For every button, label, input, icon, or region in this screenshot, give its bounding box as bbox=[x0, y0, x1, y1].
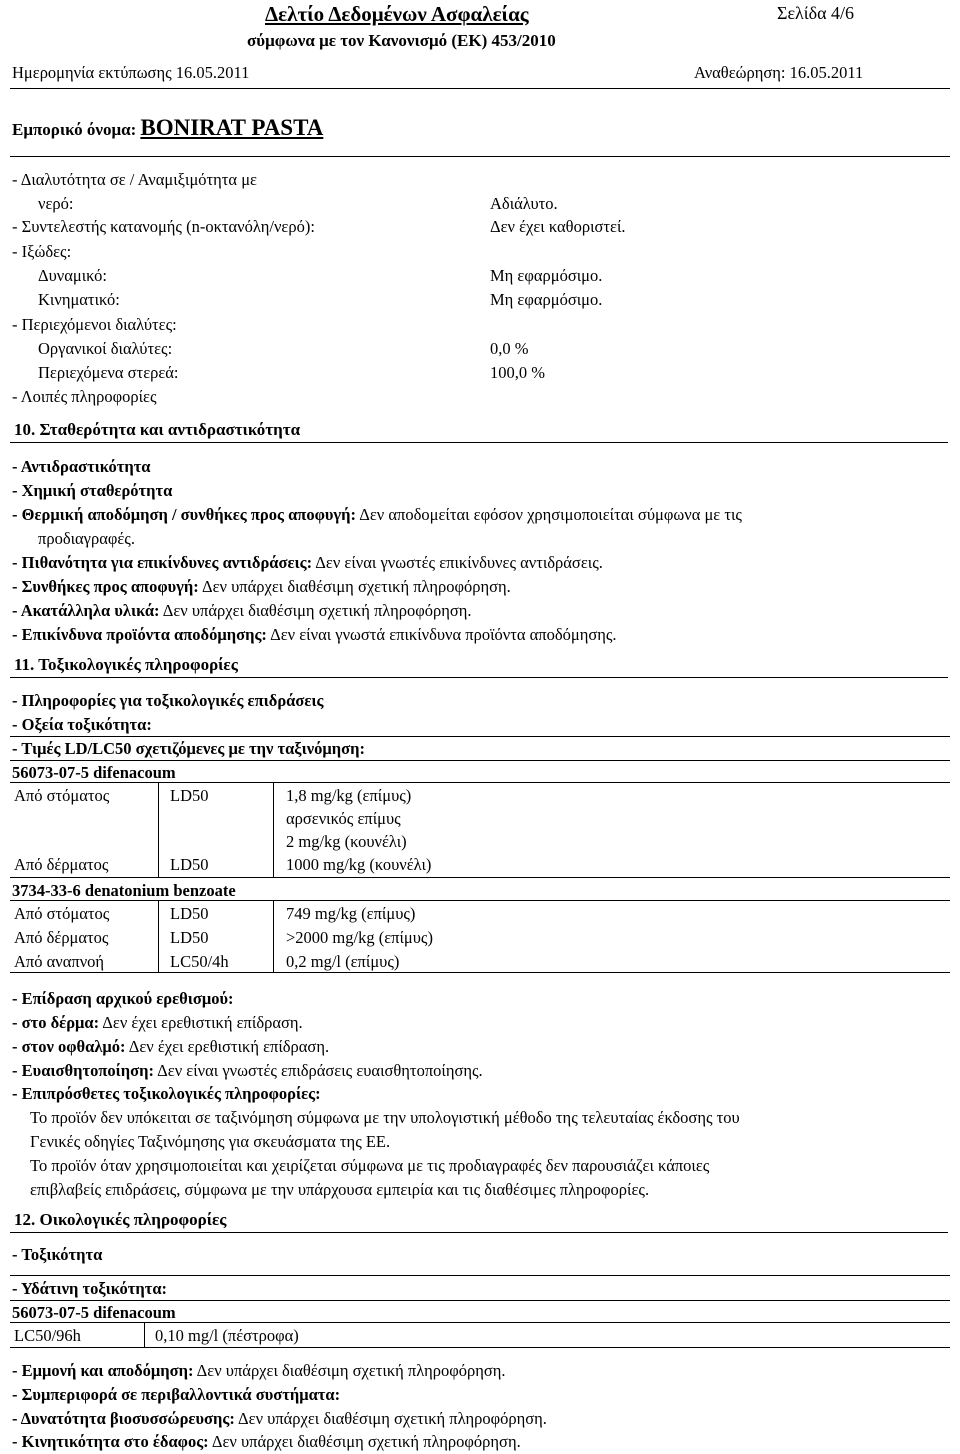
kinematic-value: Μη εφαρμόσιμο. bbox=[490, 290, 603, 309]
persistence-value: Δεν υπάρχει διαθέσιμη σχετική πληροφόρηση. bbox=[193, 1361, 506, 1380]
persistence-label: - Εμμονή και αποδόμηση: bbox=[12, 1361, 194, 1380]
acute-toxicity-label: - Οξεία τοξικότητα: bbox=[12, 715, 152, 734]
tox-info-label: - Πληροφορίες για τοξικολογικές επιδράσεις bbox=[12, 691, 324, 710]
irritation-label: - Επίδραση αρχικού ερεθισμού: bbox=[12, 989, 234, 1008]
solids-value: 100,0 % bbox=[490, 363, 545, 382]
eye-irritation bbox=[12, 1035, 329, 1059]
sensitisation bbox=[12, 1059, 483, 1083]
decomposition-label: - Επικίνδυνα προϊόντα αποδόμησης: bbox=[12, 625, 267, 644]
bioaccumulation bbox=[12, 1407, 547, 1431]
t1-value-3: 1000 mg/kg (κουνέλι) bbox=[286, 855, 432, 874]
sensitisation-value: Δεν είναι γνωστές επιδράσεις ευαισθητοποίησης. bbox=[153, 1061, 483, 1080]
reactivity-label: - Αντιδραστικότητα bbox=[12, 457, 151, 476]
page-number: Σελίδα 4/6 bbox=[777, 3, 855, 23]
mobility-label: - Κινητικότητα στο έδαφος: bbox=[12, 1432, 209, 1451]
skin-value: Δεν έχει ερεθιστική επίδραση. bbox=[99, 1013, 303, 1032]
avoid-value: Δεν υπάρχει διαθέσιμη σχετική πληροφόρηση. bbox=[198, 577, 511, 596]
trade-name-value: BONIRAT PASTA bbox=[140, 115, 324, 140]
t2-route-1: Από δέρματος bbox=[14, 928, 109, 947]
partition-value: Δεν έχει καθοριστεί. bbox=[490, 217, 626, 236]
thermal-value: Δεν αποδομείται εφόσον χρησιμοποιείται σύμφωνα με τις bbox=[356, 505, 742, 524]
eco-row-type: LC50/96h bbox=[14, 1326, 81, 1345]
t2-type-2: LC50/4h bbox=[170, 952, 229, 971]
eco-substance: 56073-07-5 difenacoum bbox=[12, 1303, 176, 1322]
t1-route-3: Από δέρματος bbox=[14, 855, 109, 874]
incompatible-materials bbox=[12, 599, 472, 623]
decomposition-products bbox=[12, 623, 617, 647]
aquatic-toxicity-label: - Υδάτινη τοξικότητα: bbox=[12, 1279, 168, 1298]
skin-irritation bbox=[12, 1011, 303, 1035]
hazard-value: Δεν είναι γνωστές επικίνδυνες αντιδράσεις. bbox=[312, 553, 603, 572]
section-10-heading bbox=[10, 420, 948, 443]
trade-name-label: Εμπορικό όνομα: bbox=[12, 120, 137, 139]
eco-row-value: 0,10 mg/l (πέστροφα) bbox=[155, 1326, 299, 1345]
t1-type-0: LD50 bbox=[170, 786, 209, 805]
t1-value-2: 2 mg/kg (κουνέλι) bbox=[286, 832, 407, 851]
eco-toxicity-label: - Τοξικότητα bbox=[12, 1245, 103, 1264]
header-rule bbox=[10, 88, 950, 89]
extra-tox-para-2a: Το προϊόν όταν χρησιμοποιείται και χειρίζεται σύμφωνα με τις προδιαγραφές δεν παρουσιάζει κάποιες bbox=[30, 1156, 710, 1175]
document-title: Δελτίο Δεδομένων Ασφαλείας bbox=[265, 2, 529, 26]
tox-table-1-lines bbox=[10, 782, 950, 878]
solvents-label: - Περιεχόμενοι διαλύτες: bbox=[12, 315, 177, 334]
bioaccumulation-label: - Δυνατότητα βιοσυσσώρευσης: bbox=[12, 1409, 235, 1428]
ld-values-label: - Τιμές LD/LC50 σχετιζόμενες με την ταξινόμηση: bbox=[12, 739, 365, 758]
conditions-avoid bbox=[12, 575, 511, 599]
persistence bbox=[12, 1359, 506, 1383]
hazard-label: - Πιθανότητα για επικίνδυνες αντιδράσεις: bbox=[12, 553, 313, 572]
thermal-decomposition bbox=[12, 503, 742, 527]
thermal-value-cont: προδιαγραφές. bbox=[38, 529, 135, 548]
organic-label: Οργανικοί διαλύτες: bbox=[38, 339, 173, 358]
skin-label: - στο δέρμα: bbox=[12, 1013, 100, 1032]
extra-tox-para-2b: επιβλαβείς επιδράσεις, σύμφωνα με την υπάρχουσα εμπειρία και τις διαθέσιμες πληροφορίες. bbox=[30, 1180, 650, 1199]
thermal-label: - Θερμική αποδόμηση / συνθήκες προς αποφυγή: bbox=[12, 505, 357, 524]
t2-value-1: >2000 mg/kg (επίμυς) bbox=[286, 928, 433, 947]
t2-route-2: Από αναπνοή bbox=[14, 952, 105, 971]
environment-behaviour-label: - Συμπεριφορά σε περιβαλλοντικά συστήματα: bbox=[12, 1385, 341, 1404]
t2-type-1: LD50 bbox=[170, 928, 209, 947]
eco-rule-1 bbox=[10, 1275, 950, 1276]
hazardous-reactions bbox=[12, 551, 603, 575]
document-subtitle: σύμφωνα με τον Κανονισμό (ΕΚ) 453/2010 bbox=[247, 31, 556, 50]
chemical-stability-label: - Χημική σταθερότητα bbox=[12, 481, 173, 500]
solids-label: Περιεχόμενα στερεά: bbox=[38, 363, 179, 382]
viscosity-label: - Ιξώδες: bbox=[12, 242, 72, 261]
eye-value: Δεν έχει ερεθιστική επίδραση. bbox=[125, 1037, 330, 1056]
dynamic-value: Μη εφαρμόσιμο. bbox=[490, 266, 603, 285]
t2-type-0: LD50 bbox=[170, 904, 209, 923]
trade-rule bbox=[10, 156, 950, 157]
soil-mobility bbox=[12, 1430, 521, 1454]
trade-name bbox=[12, 116, 323, 142]
t2-value-0: 749 mg/kg (επίμυς) bbox=[286, 904, 416, 923]
t2-value-2: 0,2 mg/l (επίμυς) bbox=[286, 952, 400, 971]
section-10-title: 10. Σταθερότητα και αντιδραστικότητα bbox=[14, 420, 301, 439]
bioaccumulation-value: Δεν υπάρχει διαθέσιμη σχετική πληροφόρηση. bbox=[234, 1409, 547, 1428]
eye-label: - στον οφθαλμό: bbox=[12, 1037, 126, 1056]
section-12-heading bbox=[10, 1210, 948, 1233]
solubility-value: Αδιάλυτο. bbox=[490, 194, 558, 213]
other-info-label: - Λοιπές πληροφορίες bbox=[12, 387, 157, 406]
section-11-heading bbox=[10, 655, 948, 678]
solubility-label-1: - Διαλυτότητα σε / Αναμιξιμότητα με bbox=[12, 170, 257, 189]
extra-tox-para-1b: Γενικές οδηγίες Ταξινόμησης για σκευάσματα της ΕΕ. bbox=[30, 1132, 391, 1151]
tox-table-2-lines bbox=[10, 900, 950, 973]
section-12-title: 12. Οικολογικές πληροφορίες bbox=[14, 1210, 227, 1229]
extra-tox-label: - Επιπρόσθετες τοξικολογικές πληροφορίες: bbox=[12, 1084, 321, 1103]
extra-tox-para-1a: Το προϊόν δεν υπόκειται σε ταξινόμηση σύμφωνα με την υπολογιστική μέθοδο της τελευταίας έκδοσης του bbox=[30, 1108, 740, 1127]
avoid-label: - Συνθήκες προς αποφυγή: bbox=[12, 577, 199, 596]
eco-table-lines bbox=[10, 1322, 950, 1348]
incompatible-label: - Ακατάλληλα υλικά: bbox=[12, 601, 160, 620]
organic-value: 0,0 % bbox=[490, 339, 529, 358]
section-11-title: 11. Τοξικολογικές πληροφορίες bbox=[14, 655, 238, 674]
mobility-value: Δεν υπάρχει διαθέσιμη σχετική πληροφόρηση. bbox=[208, 1432, 521, 1451]
t1-value-1: αρσενικός επίμυς bbox=[286, 809, 401, 828]
substance-denatonium: 3734-33-6 denatonium benzoate bbox=[12, 881, 236, 900]
dynamic-label: Δυναμικό: bbox=[38, 266, 107, 285]
substance-difenacoum: 56073-07-5 difenacoum bbox=[12, 763, 176, 782]
decomposition-value: Δεν είναι γνωστά επικίνδυνα προϊόντα αποδόμησης. bbox=[266, 625, 617, 644]
print-date: Ημερομηνία εκτύπωσης 16.05.2011 bbox=[12, 63, 250, 82]
incompatible-value: Δεν υπάρχει διαθέσιμη σχετική πληροφόρηση. bbox=[159, 601, 472, 620]
partition-label: - Συντελεστής κατανομής (n-οκτανόλη/νερό): bbox=[12, 217, 315, 236]
t1-value-0: 1,8 mg/kg (επίμυς) bbox=[286, 786, 412, 805]
revision-date: Αναθεώρηση: 16.05.2011 bbox=[694, 63, 864, 82]
t1-route-0: Από στόματος bbox=[14, 786, 110, 805]
kinematic-label: Κινηματικό: bbox=[38, 290, 120, 309]
solubility-label-2: νερό: bbox=[38, 194, 74, 213]
t2-route-0: Από στόματος bbox=[14, 904, 110, 923]
sensitisation-label: - Ευαισθητοποίηση: bbox=[12, 1061, 154, 1080]
t1-type-3: LD50 bbox=[170, 855, 209, 874]
